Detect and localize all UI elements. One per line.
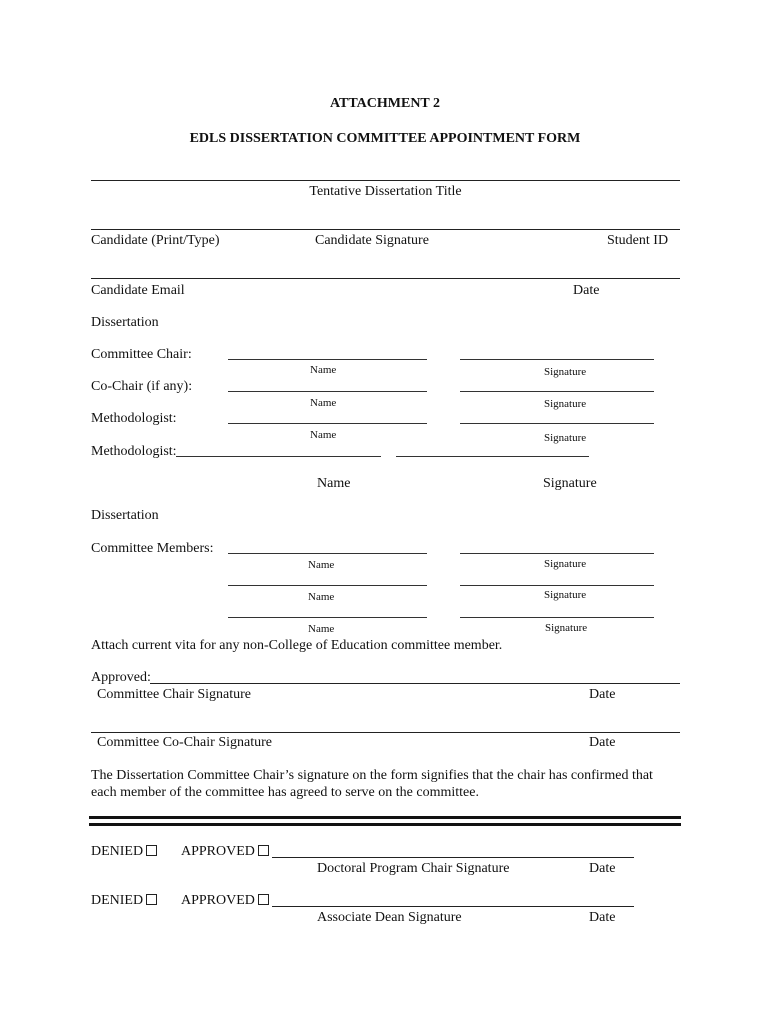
dean-signature-line[interactable] bbox=[272, 906, 634, 907]
student-id-label: Student ID bbox=[607, 233, 669, 248]
denied-option-2[interactable] bbox=[91, 893, 157, 909]
approved-option-1[interactable] bbox=[181, 844, 269, 860]
approved-option-2[interactable] bbox=[181, 893, 269, 909]
candidate-line[interactable] bbox=[91, 229, 680, 230]
member-1-name-caption: Name bbox=[308, 559, 335, 571]
member-2-signature-line[interactable] bbox=[460, 585, 654, 586]
cochair-signature-label: Committee Co-Chair Signature bbox=[97, 735, 272, 750]
methodologist-label: Methodologist: bbox=[91, 411, 177, 426]
chair-signature-line[interactable] bbox=[460, 359, 654, 360]
chair-name-caption: Name bbox=[310, 364, 337, 376]
candidate-email-label: Candidate Email bbox=[91, 283, 185, 298]
program-chair-date-label: Date bbox=[589, 861, 616, 876]
cochair-signature-caption: Signature bbox=[544, 398, 587, 410]
dissertation-label: Dissertation bbox=[91, 315, 159, 330]
candidate-signature-label: Candidate Signature bbox=[315, 233, 429, 248]
chair-name-line[interactable] bbox=[228, 359, 427, 360]
title-label: Tentative Dissertation Title bbox=[309, 184, 462, 199]
attachment-heading: ATTACHMENT 2 bbox=[329, 96, 441, 111]
candidate-print-label: Candidate (Print/Type) bbox=[91, 233, 220, 248]
divider-top bbox=[89, 816, 681, 819]
member-3-signature-caption: Signature bbox=[545, 622, 588, 634]
methodologist-signature-line[interactable] bbox=[460, 423, 654, 424]
denied-option-1[interactable] bbox=[91, 844, 157, 860]
denied-label-2: DENIED bbox=[91, 893, 144, 908]
chair-signature-label: Committee Chair Signature bbox=[97, 687, 251, 702]
name-column-caption: Name bbox=[317, 476, 351, 491]
chair-signature-caption: Signature bbox=[544, 366, 587, 378]
checkbox-icon[interactable] bbox=[258, 894, 269, 905]
chair-date-label: Date bbox=[589, 687, 616, 702]
member-2-signature-caption: Signature bbox=[544, 589, 587, 601]
cochair-label: Co-Chair (if any): bbox=[91, 379, 193, 394]
methodologist-2-label: Methodologist: bbox=[91, 444, 177, 459]
methodologist-name-caption: Name bbox=[310, 429, 337, 441]
cochair-approval-line[interactable] bbox=[91, 732, 680, 733]
committee-chair-label: Committee Chair: bbox=[91, 347, 192, 362]
checkbox-icon[interactable] bbox=[146, 845, 157, 856]
title-line[interactable] bbox=[91, 180, 680, 181]
members-dissertation-label: Dissertation bbox=[91, 508, 159, 523]
checkbox-icon[interactable] bbox=[258, 845, 269, 856]
methodologist-2-signature-line[interactable] bbox=[396, 456, 589, 457]
approved-label: Approved: bbox=[91, 670, 151, 685]
member-2-name-line[interactable] bbox=[228, 585, 427, 586]
member-2-name-caption: Name bbox=[308, 591, 335, 603]
program-chair-line[interactable] bbox=[272, 857, 634, 858]
email-line[interactable] bbox=[91, 278, 680, 279]
member-3-signature-line[interactable] bbox=[460, 617, 654, 618]
methodologist-name-line[interactable] bbox=[228, 423, 427, 424]
program-chair-label: Doctoral Program Chair Signature bbox=[317, 861, 510, 876]
cochair-signature-line[interactable] bbox=[460, 391, 654, 392]
candidate-date-label: Date bbox=[573, 283, 600, 298]
member-1-signature-caption: Signature bbox=[544, 558, 587, 570]
chair-approval-line[interactable] bbox=[150, 683, 680, 684]
signature-column-caption: Signature bbox=[543, 476, 597, 491]
committee-members-label: Committee Members: bbox=[91, 541, 214, 556]
vita-note: Attach current vita for any non-College of Education committee member. bbox=[91, 638, 503, 653]
cochair-name-caption: Name bbox=[310, 397, 337, 409]
approved-label-2: APPROVED bbox=[181, 893, 255, 908]
dean-date-label: Date bbox=[589, 910, 616, 925]
member-3-name-caption: Name bbox=[308, 623, 335, 635]
member-1-signature-line[interactable] bbox=[460, 553, 654, 554]
denied-label-1: DENIED bbox=[91, 844, 144, 859]
cochair-date-label: Date bbox=[589, 735, 616, 750]
dean-label: Associate Dean Signature bbox=[317, 910, 462, 925]
cochair-name-line[interactable] bbox=[228, 391, 427, 392]
divider-bottom bbox=[89, 823, 681, 826]
member-1-name-line[interactable] bbox=[228, 553, 427, 554]
approved-label-1: APPROVED bbox=[181, 844, 255, 859]
methodologist-signature-caption: Signature bbox=[544, 432, 587, 444]
chair-confirmation-note: The Dissertation Committee Chair’s signature on the form signifies that the chair has confirmed that each member of the committee has agreed to serve on the committee. bbox=[91, 768, 653, 800]
checkbox-icon[interactable] bbox=[146, 894, 157, 905]
member-3-name-line[interactable] bbox=[228, 617, 427, 618]
form-title: EDLS DISSERTATION COMMITTEE APPOINTMENT FORM bbox=[189, 131, 581, 146]
methodologist-2-name-line[interactable] bbox=[176, 456, 381, 457]
